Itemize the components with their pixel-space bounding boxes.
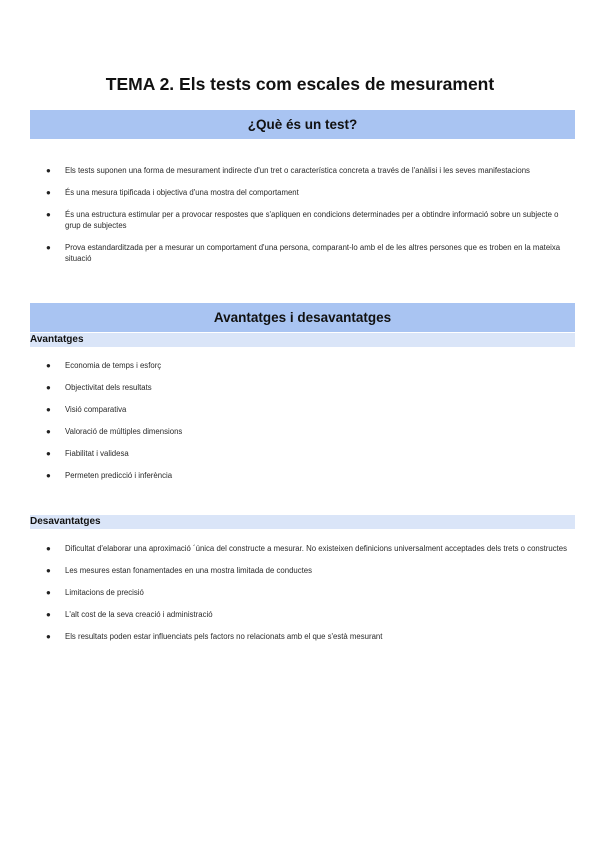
bullet-icon: ● <box>46 566 51 575</box>
bullet-icon: ● <box>46 166 51 175</box>
list-item: ● És una estructura estimular per a provocar respostes que s'apliquen en condicions determinades per a obtindre informació sobre un subjecte o grup de subjectes <box>46 210 559 230</box>
bullet-icon: ● <box>46 188 51 197</box>
bullet-icon: ● <box>46 471 51 480</box>
definition-list <box>46 165 574 264</box>
subheading-disadvantages: Desavantatges <box>30 515 575 529</box>
list-item: ● Valoració de múltiples dimensions <box>46 427 183 436</box>
list-item: ● L'alt cost de la seva creació i administració <box>46 610 213 619</box>
section-heading-what-is-test <box>30 110 575 139</box>
bullet-icon: ● <box>46 610 51 619</box>
bullet-icon: ● <box>46 427 51 436</box>
list-item: ● Les mesures estan fonamentades en una mostra limitada de conductes <box>46 566 313 575</box>
bullet-icon: ● <box>46 243 51 252</box>
list-item: ● Economia de temps i esforç <box>46 361 162 370</box>
page-title: TEMA 2. Els tests com escales de mesurament <box>105 74 495 94</box>
section-heading-text: Avantatges i desavantatges <box>213 310 392 325</box>
bullet-icon: ● <box>46 383 51 392</box>
list-item: ● Permeten predicció i inferència <box>46 471 173 480</box>
section-heading-text: ¿Què és un test? <box>247 117 358 132</box>
bullet-icon: ● <box>46 632 51 641</box>
bullet-icon: ● <box>46 544 51 553</box>
advantages-list <box>46 360 574 481</box>
list-item: ● Dificultat d'elaborar una aproximació ´única del constructe a mesurar. No existeixen definicions universalment acceptades dels trets o constructes <box>46 544 568 553</box>
list-item: ● Els tests suponen una forma de mesurament indirecte d'un tret o característica concreta a través de l'anàlisi i les seves manifestacions <box>46 166 530 175</box>
list-item: ● Fiabilitat i validesa <box>46 449 129 458</box>
section-heading-pros-cons <box>30 303 575 332</box>
list-item: ● És una mesura tipificada i objectiva d'una mostra del comportament <box>46 188 299 197</box>
list-item: ● Els resultats poden estar influenciats pels factors no relacionats amb el que s'està mesurant <box>46 632 383 641</box>
bullet-icon: ● <box>46 361 51 370</box>
bullet-icon: ● <box>46 405 51 414</box>
list-item: ● Visió comparativa <box>46 405 127 414</box>
list-item: ● Limitacions de precisió <box>46 588 144 597</box>
bullet-icon: ● <box>46 449 51 458</box>
list-item: ● Objectivitat dels resultats <box>46 383 152 392</box>
bullet-icon: ● <box>46 588 51 597</box>
disadvantages-list <box>46 543 574 642</box>
subheading-advantages: Avantatges <box>30 333 575 347</box>
bullet-icon: ● <box>46 210 51 219</box>
list-item: ● Prova estandarditzada per a mesurar un comportament d'una persona, comparant-lo amb el de les altres persones que es troben en la mateixa situació <box>46 243 561 263</box>
